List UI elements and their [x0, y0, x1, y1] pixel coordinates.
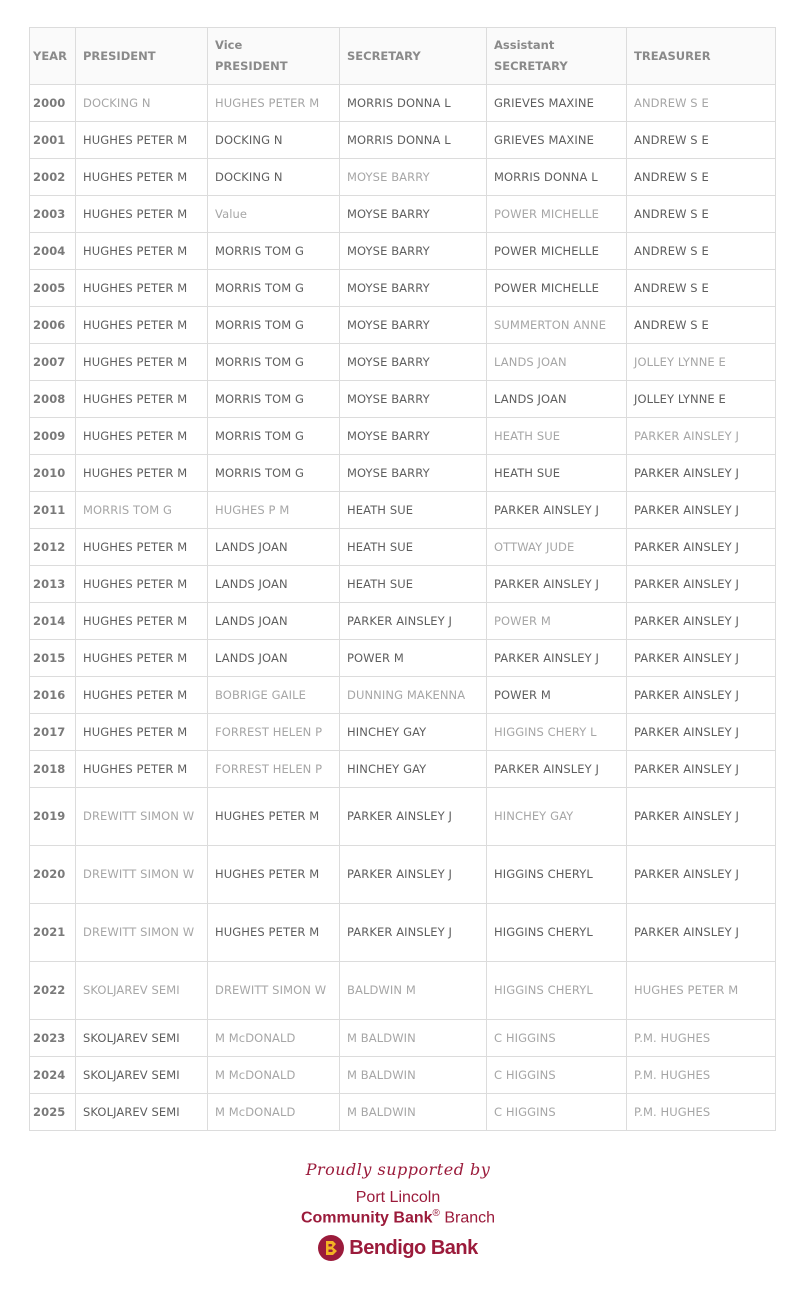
cell-president: DREWITT SIMON W [76, 846, 208, 904]
cell-year: 2020 [30, 846, 76, 904]
cell-vice: FORREST HELEN P [208, 714, 340, 751]
cell-year: 2001 [30, 122, 76, 159]
cell-president: HUGHES PETER M [76, 640, 208, 677]
cell-treasurer: ANDREW S E [627, 233, 776, 270]
cell-president: HUGHES PETER M [76, 381, 208, 418]
cell-year: 2017 [30, 714, 76, 751]
table-row [30, 962, 776, 1020]
cell-treasurer: PARKER AINSLEY J [627, 846, 776, 904]
cell-secretary: PARKER AINSLEY J [340, 603, 487, 640]
cell-year: 2015 [30, 640, 76, 677]
sponsor-branch-bold: Community Bank [300, 1209, 433, 1227]
cell-president: HUGHES PETER M [76, 122, 208, 159]
cell-president: SKOLJAREV SEMI [76, 1057, 208, 1094]
cell-secretary: HEATH SUE [340, 492, 487, 529]
cell-secretary: MOYSE BARRY [340, 455, 487, 492]
sponsor-tagline: Proudly supported by [305, 1160, 491, 1179]
cell-vice: LANDS JOAN [208, 529, 340, 566]
cell-vice: M McDONALD [208, 1094, 340, 1131]
cell-vice: MORRIS TOM G [208, 233, 340, 270]
cell-treasurer: PARKER AINSLEY J [627, 714, 776, 751]
cell-treasurer: HUGHES PETER M [627, 962, 776, 1020]
cell-assistant: C HIGGINS [487, 1020, 627, 1057]
table-row [30, 846, 776, 904]
cell-president: DREWITT SIMON W [76, 788, 208, 846]
sponsor-branch-name [0, 1208, 796, 1227]
cell-treasurer: ANDREW S E [627, 122, 776, 159]
cell-treasurer: PARKER AINSLEY J [627, 566, 776, 603]
bendigo-bank-logo-icon [318, 1235, 344, 1261]
cell-secretary: M BALDWIN [340, 1057, 487, 1094]
cell-year: 2022 [30, 962, 76, 1020]
table-row [30, 122, 776, 159]
header-vice-president [208, 28, 340, 85]
cell-treasurer: PARKER AINSLEY J [627, 603, 776, 640]
cell-year: 2006 [30, 307, 76, 344]
cell-year: 2000 [30, 85, 76, 122]
cell-president: SKOLJAREV SEMI [76, 1094, 208, 1131]
cell-assistant: LANDS JOAN [487, 344, 627, 381]
cell-assistant: POWER MICHELLE [487, 196, 627, 233]
cell-secretary: MORRIS DONNA L [340, 85, 487, 122]
cell-assistant: HIGGINS CHERYL [487, 962, 627, 1020]
cell-president: HUGHES PETER M [76, 529, 208, 566]
cell-year: 2003 [30, 196, 76, 233]
table-row [30, 904, 776, 962]
cell-president: HUGHES PETER M [76, 566, 208, 603]
cell-assistant: C HIGGINS [487, 1094, 627, 1131]
cell-year: 2019 [30, 788, 76, 846]
cell-treasurer: P.M. HUGHES [627, 1057, 776, 1094]
header-vice-line2: PRESIDENT [215, 59, 288, 73]
cell-treasurer: PARKER AINSLEY J [627, 492, 776, 529]
sponsor-branch-suffix: Branch [439, 1209, 496, 1227]
cell-assistant: HEATH SUE [487, 455, 627, 492]
cell-treasurer: ANDREW S E [627, 159, 776, 196]
cell-secretary: MOYSE BARRY [340, 418, 487, 455]
cell-year: 2009 [30, 418, 76, 455]
cell-assistant: PARKER AINSLEY J [487, 566, 627, 603]
table-row [30, 381, 776, 418]
cell-vice: Value [208, 196, 340, 233]
cell-president: HUGHES PETER M [76, 344, 208, 381]
cell-treasurer: JOLLEY LYNNE E [627, 381, 776, 418]
table-row [30, 492, 776, 529]
table-row [30, 233, 776, 270]
cell-secretary: DUNNING MAKENNA [340, 677, 487, 714]
table-body [30, 85, 776, 1131]
cell-assistant: GRIEVES MAXINE [487, 122, 627, 159]
cell-president: HUGHES PETER M [76, 270, 208, 307]
cell-vice: HUGHES PETER M [208, 788, 340, 846]
table-row [30, 418, 776, 455]
table-row [30, 344, 776, 381]
cell-vice: MORRIS TOM G [208, 455, 340, 492]
cell-assistant: POWER MICHELLE [487, 270, 627, 307]
cell-assistant: PARKER AINSLEY J [487, 492, 627, 529]
cell-president: HUGHES PETER M [76, 196, 208, 233]
header-president: PRESIDENT [76, 28, 208, 85]
cell-treasurer: PARKER AINSLEY J [627, 418, 776, 455]
cell-secretary: POWER M [340, 640, 487, 677]
cell-assistant: MORRIS DONNA L [487, 159, 627, 196]
cell-assistant: HEATH SUE [487, 418, 627, 455]
cell-year: 2002 [30, 159, 76, 196]
header-vice-line1: Vice [215, 38, 243, 52]
cell-vice: MORRIS TOM G [208, 344, 340, 381]
cell-secretary: MOYSE BARRY [340, 196, 487, 233]
cell-president: HUGHES PETER M [76, 714, 208, 751]
cell-treasurer: PARKER AINSLEY J [627, 640, 776, 677]
cell-assistant: POWER MICHELLE [487, 233, 627, 270]
cell-treasurer: PARKER AINSLEY J [627, 788, 776, 846]
header-assistant-line2: SECRETARY [494, 59, 568, 73]
table-row [30, 1057, 776, 1094]
table-row [30, 85, 776, 122]
cell-secretary: MOYSE BARRY [340, 381, 487, 418]
cell-year: 2004 [30, 233, 76, 270]
table-row [30, 270, 776, 307]
sponsor-registered-mark: ® [432, 1208, 440, 1219]
cell-treasurer: PARKER AINSLEY J [627, 904, 776, 962]
cell-secretary: MOYSE BARRY [340, 307, 487, 344]
cell-secretary: M BALDWIN [340, 1020, 487, 1057]
cell-vice: HUGHES PETER M [208, 904, 340, 962]
cell-year: 2010 [30, 455, 76, 492]
cell-vice: LANDS JOAN [208, 640, 340, 677]
cell-vice: DOCKING N [208, 159, 340, 196]
cell-treasurer: JOLLEY LYNNE E [627, 344, 776, 381]
cell-treasurer: PARKER AINSLEY J [627, 529, 776, 566]
cell-year: 2025 [30, 1094, 76, 1131]
table-row [30, 566, 776, 603]
cell-vice: LANDS JOAN [208, 566, 340, 603]
cell-treasurer: P.M. HUGHES [627, 1094, 776, 1131]
cell-treasurer: ANDREW S E [627, 307, 776, 344]
cell-treasurer: ANDREW S E [627, 85, 776, 122]
cell-year: 2021 [30, 904, 76, 962]
cell-president: HUGHES PETER M [76, 455, 208, 492]
cell-president: HUGHES PETER M [76, 233, 208, 270]
cell-president: SKOLJAREV SEMI [76, 962, 208, 1020]
cell-secretary: PARKER AINSLEY J [340, 846, 487, 904]
table-row [30, 159, 776, 196]
table-row [30, 1094, 776, 1131]
table-row [30, 751, 776, 788]
sponsor-branch-location: Port Lincoln [355, 1189, 441, 1206]
cell-secretary: MOYSE BARRY [340, 344, 487, 381]
cell-secretary: HINCHEY GAY [340, 714, 487, 751]
cell-president: DREWITT SIMON W [76, 904, 208, 962]
table-row [30, 603, 776, 640]
cell-assistant: PARKER AINSLEY J [487, 751, 627, 788]
sponsor-block [0, 1160, 796, 1265]
cell-president: DOCKING N [76, 85, 208, 122]
table-row [30, 529, 776, 566]
table-header-row [30, 28, 776, 85]
cell-treasurer: PARKER AINSLEY J [627, 455, 776, 492]
cell-assistant: GRIEVES MAXINE [487, 85, 627, 122]
cell-year: 2007 [30, 344, 76, 381]
cell-vice: DREWITT SIMON W [208, 962, 340, 1020]
cell-year: 2008 [30, 381, 76, 418]
cell-secretary: MORRIS DONNA L [340, 122, 487, 159]
table-row [30, 307, 776, 344]
cell-assistant: LANDS JOAN [487, 381, 627, 418]
table-row [30, 196, 776, 233]
cell-vice: M McDONALD [208, 1057, 340, 1094]
table-row [30, 1020, 776, 1057]
cell-year: 2018 [30, 751, 76, 788]
header-assistant-line1: Assistant [494, 38, 555, 52]
cell-vice: MORRIS TOM G [208, 270, 340, 307]
cell-secretary: MOYSE BARRY [340, 270, 487, 307]
cell-president: HUGHES PETER M [76, 418, 208, 455]
cell-year: 2016 [30, 677, 76, 714]
cell-year: 2005 [30, 270, 76, 307]
cell-secretary: MOYSE BARRY [340, 233, 487, 270]
cell-assistant: OTTWAY JUDE [487, 529, 627, 566]
cell-year: 2023 [30, 1020, 76, 1057]
cell-president: SKOLJAREV SEMI [76, 1020, 208, 1057]
table-row [30, 788, 776, 846]
cell-vice: MORRIS TOM G [208, 418, 340, 455]
cell-assistant: POWER M [487, 677, 627, 714]
cell-vice: HUGHES PETER M [208, 85, 340, 122]
header-secretary: SECRETARY [340, 28, 487, 85]
table-row [30, 677, 776, 714]
bendigo-bank-logo [318, 1235, 477, 1261]
cell-president: HUGHES PETER M [76, 677, 208, 714]
cell-treasurer: P.M. HUGHES [627, 1020, 776, 1057]
cell-treasurer: ANDREW S E [627, 270, 776, 307]
cell-vice: MORRIS TOM G [208, 381, 340, 418]
cell-year: 2013 [30, 566, 76, 603]
cell-vice: HUGHES P M [208, 492, 340, 529]
office-bearers-table [29, 27, 776, 1131]
cell-secretary: PARKER AINSLEY J [340, 904, 487, 962]
cell-assistant: PARKER AINSLEY J [487, 640, 627, 677]
cell-president: HUGHES PETER M [76, 751, 208, 788]
cell-assistant: HIGGINS CHERY L [487, 714, 627, 751]
cell-secretary: PARKER AINSLEY J [340, 788, 487, 846]
cell-assistant: C HIGGINS [487, 1057, 627, 1094]
cell-vice: DOCKING N [208, 122, 340, 159]
cell-president: HUGHES PETER M [76, 603, 208, 640]
cell-vice: BOBRIGE GAILE [208, 677, 340, 714]
cell-assistant: SUMMERTON ANNE [487, 307, 627, 344]
cell-president: HUGHES PETER M [76, 307, 208, 344]
header-assistant-secretary [487, 28, 627, 85]
cell-secretary: MOYSE BARRY [340, 159, 487, 196]
cell-vice: M McDONALD [208, 1020, 340, 1057]
bank-name: Bendigo Bank [349, 1236, 478, 1259]
cell-vice: FORREST HELEN P [208, 751, 340, 788]
cell-treasurer: PARKER AINSLEY J [627, 751, 776, 788]
cell-secretary: HINCHEY GAY [340, 751, 487, 788]
cell-treasurer: PARKER AINSLEY J [627, 677, 776, 714]
header-treasurer: TREASURER [627, 28, 776, 85]
cell-secretary: HEATH SUE [340, 566, 487, 603]
table-row [30, 640, 776, 677]
cell-assistant: HINCHEY GAY [487, 788, 627, 846]
cell-year: 2012 [30, 529, 76, 566]
table-row [30, 455, 776, 492]
cell-year: 2011 [30, 492, 76, 529]
cell-vice: LANDS JOAN [208, 603, 340, 640]
cell-treasurer: ANDREW S E [627, 196, 776, 233]
cell-assistant: POWER M [487, 603, 627, 640]
cell-president: MORRIS TOM G [76, 492, 208, 529]
cell-vice: MORRIS TOM G [208, 307, 340, 344]
table-row [30, 714, 776, 751]
cell-secretary: HEATH SUE [340, 529, 487, 566]
header-year: YEAR [30, 28, 76, 85]
cell-secretary: M BALDWIN [340, 1094, 487, 1131]
cell-assistant: HIGGINS CHERYL [487, 846, 627, 904]
cell-president: HUGHES PETER M [76, 159, 208, 196]
cell-assistant: HIGGINS CHERYL [487, 904, 627, 962]
cell-vice: HUGHES PETER M [208, 846, 340, 904]
cell-year: 2024 [30, 1057, 76, 1094]
cell-year: 2014 [30, 603, 76, 640]
cell-secretary: BALDWIN M [340, 962, 487, 1020]
